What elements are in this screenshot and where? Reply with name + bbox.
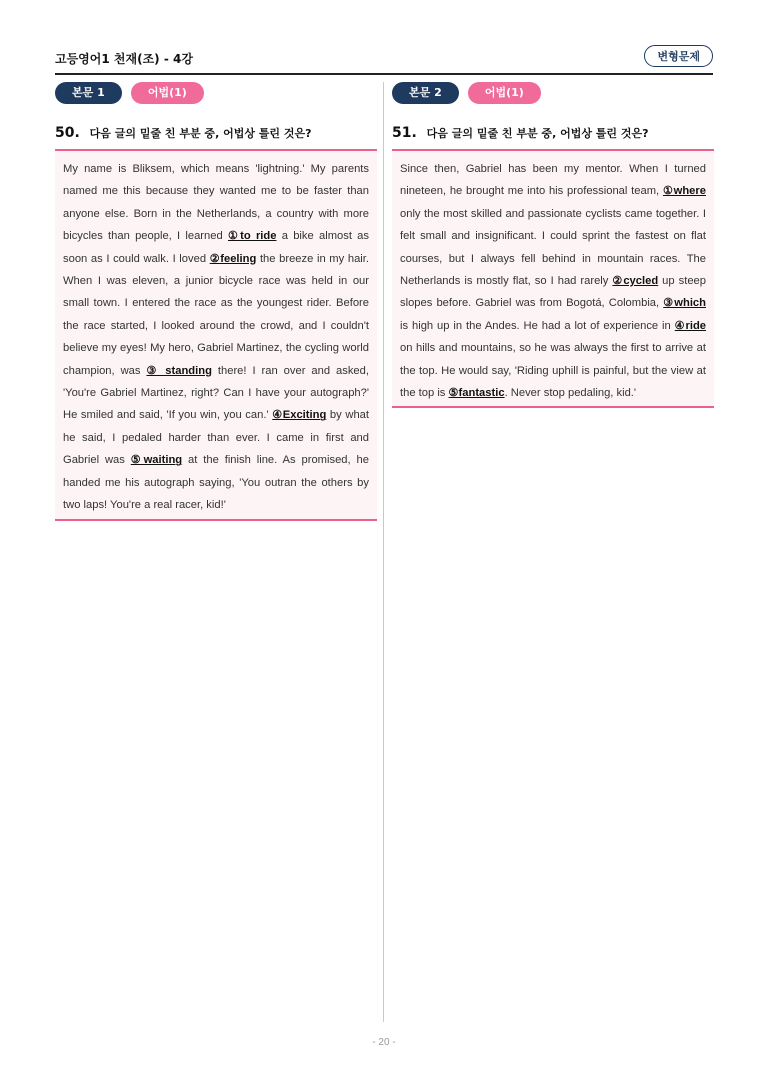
passage-text: . Never stop pedaling, kid.' — [504, 387, 637, 400]
passage-text: by what he said, I pedaled harder than ever. I came in first and Gabriel was — [63, 409, 370, 467]
right-column — [392, 82, 714, 408]
underlined-choice-2: ②cycled — [612, 275, 659, 288]
header-badge: 변형문제 — [644, 45, 713, 67]
passage-text: a bike almost as soon as I could walk. I loved — [63, 230, 370, 265]
underlined-choice-1: ①to ride — [227, 230, 277, 243]
page-header-title: 고등영어1 천재(조) - 4강 — [55, 52, 193, 66]
header-rule — [55, 73, 713, 75]
underlined-choice-1: ①where — [662, 185, 706, 198]
left-pills — [55, 82, 377, 104]
underlined-choice-4: ④Exciting — [272, 409, 327, 422]
underlined-choice-3: ③ standing — [146, 364, 212, 377]
passage-text: the breeze in my hair. When I was eleven, a junior bicycle race was held in our small town. I entered the race as the youngest rider. Before the race started, I looked around the crowd, and I couldn't believe my eyes! My hero, Gabriel Martinez, the cycling world champion, was — [63, 252, 369, 377]
passage-text: only the most skilled and passionate cyclists came together. I felt small and insignificant. I could sprint the fastest on flat courses, but I always fell behind in mountain races. The Netherlands is mostly flat, so I had rarely — [400, 207, 706, 288]
section-pill: 본문 2 — [392, 82, 459, 104]
type-pill: 어법(1) — [468, 82, 541, 104]
pink-rule-bottom — [55, 519, 377, 521]
question-number: 50. — [55, 125, 80, 141]
question-line — [55, 125, 377, 141]
passage-box — [55, 151, 377, 519]
passage-text: Since then, Gabriel has been my mentor. When I turned nineteen, he brought me into his professional team, — [400, 163, 706, 198]
section-pill: 본문 1 — [55, 82, 122, 104]
passage-text: My name is Bliksem, which means 'lightning.' My parents named me this because they wanted me to be faster than anyone else. Born in the Netherlands, a country with more bicycles than people, I learned — [63, 163, 369, 243]
left-column — [55, 82, 377, 521]
question-text: 다음 글의 밑줄 친 부분 중, 어법상 틀린 것은? — [426, 127, 649, 140]
passage-box — [392, 151, 714, 406]
right-pills — [392, 82, 714, 104]
question-line — [392, 125, 714, 141]
column-divider — [383, 82, 384, 1022]
type-pill: 어법(1) — [131, 82, 204, 104]
passage-text: is high up in the Andes. He had a lot of experience in — [400, 319, 675, 332]
passage-text: on hills and mountains, so he was always the first to arrive at the top. He would say, 'Riding uphill is painful, but the view at the top is — [400, 342, 706, 400]
underlined-choice-4: ④ride — [674, 319, 706, 332]
pink-rule-bottom — [392, 406, 714, 408]
underlined-choice-5: ⑤waiting — [130, 454, 183, 467]
question-number: 51. — [392, 125, 417, 141]
passage-text: there! I ran over and asked, 'You're Gabriel Martinez, right? Can I have your autograph?' He smiled and said, 'If you win, you can.' — [63, 364, 369, 422]
underlined-choice-2: ②feeling — [209, 252, 257, 265]
passage-text: up steep slopes before. Gabriel was from Bogotá, Colombia, — [400, 275, 707, 310]
page-number: - 20 - — [372, 1037, 396, 1048]
underlined-choice-3: ③which — [663, 297, 706, 310]
passage-text: at the finish line. As promised, he handed me his autograph saying, 'You outran the others by two laps! You're a real racer, kid!' — [63, 454, 369, 512]
underlined-choice-5: ⑤fantastic — [448, 387, 505, 400]
question-text: 다음 글의 밑줄 친 부분 중, 어법상 틀린 것은? — [89, 127, 312, 140]
